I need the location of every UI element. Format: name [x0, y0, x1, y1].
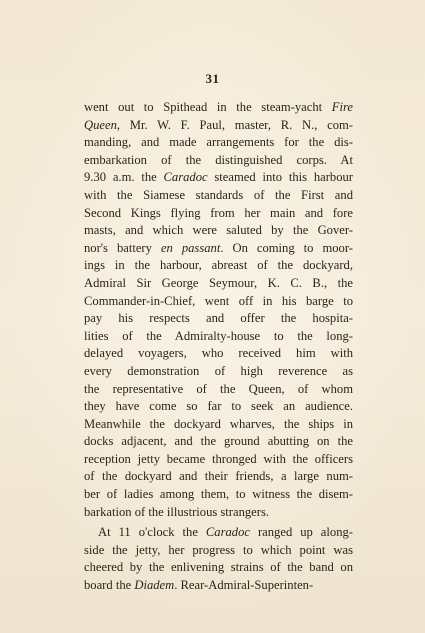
- text-line: with the Siamese standards of the First and: [84, 187, 353, 202]
- text-line: the representative of the Queen, of whom: [84, 381, 353, 396]
- text-line: Commander-in-Chief, went off in his barge to: [84, 293, 353, 308]
- italic-text: Diadem: [134, 578, 175, 593]
- text-line: barkation of the illustrious strangers.: [84, 504, 270, 519]
- text-line: pay his respects and offer the hospita-: [84, 311, 353, 326]
- text-line: reception jetty became thronged with the officers: [84, 451, 353, 466]
- text-line: every demonstration of high reverence as: [84, 363, 353, 378]
- italic-text: Fire: [331, 100, 353, 114]
- italic-text: Queen: [84, 117, 117, 132]
- text-line: ings in the harbour, abreast of the dockyard,: [84, 258, 353, 273]
- text-line: went out to Spithead in the steam-yacht Fire: [84, 100, 353, 114]
- text-line: manding, and made arrangements for the dis-: [84, 135, 353, 150]
- page-number: 31: [205, 71, 220, 86]
- italic-text: Caradoc: [205, 525, 250, 540]
- text-line: Admiral Sir George Seymour, K. C. B., the: [84, 275, 353, 290]
- text-line: masts, and which were saluted by the Gover-: [84, 223, 353, 238]
- italic-text: Caradoc: [163, 170, 208, 185]
- text-line: cheered by the enlivening strains of the band on: [84, 560, 353, 575]
- text-line: Second Kings flying from her main and fore: [84, 205, 353, 220]
- text-line: docks adjacent, and the ground abutting on the: [84, 434, 353, 449]
- text-line: At 11 o'clock the Caradoc ranged up along-: [98, 525, 353, 540]
- text-line: side the jetty, her progress to which point was: [84, 542, 353, 557]
- body-text: [84, 99, 353, 595]
- text-line: embarkation of the distinguished corps. At: [84, 152, 353, 167]
- text-line: delayed voyagers, who received him with: [84, 346, 353, 361]
- text-line: board the Diadem. Rear-Admiral-Superinten-: [84, 578, 314, 593]
- text-line: of the dockyard and their friends, a large num-: [84, 469, 353, 484]
- text-line: 9.30 a.m. the Caradoc steamed into this harbour: [84, 170, 353, 185]
- text-line: nor's battery en passant. On coming to moor-: [84, 240, 353, 255]
- text-line: Meanwhile the dockyard wharves, the ships in: [84, 416, 353, 431]
- text-line: lities of the Admiralty-house to the long-: [84, 328, 353, 343]
- text-line: Queen, Mr. W. F. Paul, master, R. N., com-: [84, 117, 353, 132]
- italic-text: en passant: [160, 240, 221, 255]
- text-line: they have come so far to seek an audience.: [84, 399, 353, 414]
- text-line: ber of ladies among them, to witness the disem-: [84, 487, 353, 502]
